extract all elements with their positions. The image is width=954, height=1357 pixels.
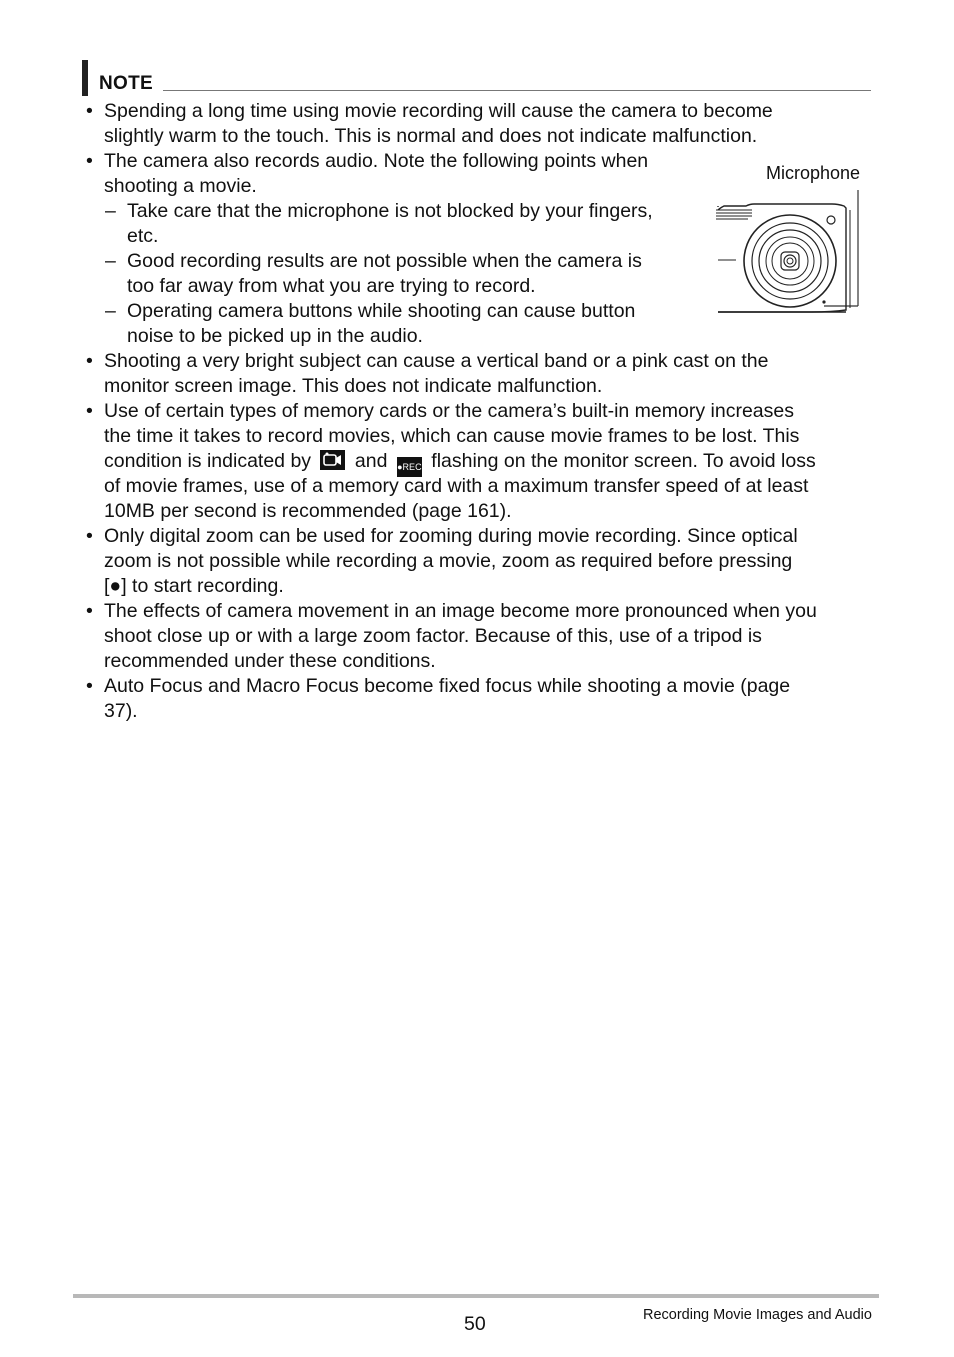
bullet-5-line-1: Only digital zoom can be used for zooming during movie recording. Since optical [104, 525, 798, 547]
bullet-7-line-2: 37). [104, 700, 138, 722]
bullet-3-line-2: monitor screen image. This does not indicate malfunction. [104, 375, 603, 397]
camera-front-illustration [712, 160, 872, 320]
bullet-5-line-2: zoom is not possible while recording a movie, zoom as required before pressing [104, 550, 793, 572]
movie-frame-warning-icon [320, 450, 345, 470]
bullet-6-line-1: The effects of camera movement in an image become more pronounced when you [104, 600, 817, 622]
bullet-5-line-3: [●] to start recording. [104, 575, 284, 597]
note-heading: NOTE [99, 73, 153, 94]
microphone-callout-label: Microphone [766, 163, 861, 183]
bullet-2-line-1: The camera also records audio. Note the following points when [104, 150, 649, 172]
note-marker-bar [82, 60, 88, 96]
bullet-marker: • [86, 100, 93, 122]
dash-marker: – [105, 300, 116, 322]
bullet-4-line-3-part-c: flashing on the monitor screen. To avoid loss [431, 450, 816, 472]
dash-2-line-1: Good recording results are not possible when the camera is [127, 250, 642, 272]
dash-1-line-1: Take care that the microphone is not blocked by your fingers, [127, 200, 653, 222]
dash-marker: – [105, 250, 116, 272]
bullet-marker: • [86, 150, 93, 172]
bullet-6-line-3: recommended under these conditions. [104, 650, 436, 672]
bullet-marker: • [86, 675, 93, 697]
dash-3-line-1: Operating camera buttons while shooting can cause button [127, 300, 636, 322]
footer-section-title: Recording Movie Images and Audio [643, 1307, 872, 1323]
bullet-6-line-2: shoot close up or with a large zoom factor. Because of this, use of a tripod is [104, 625, 762, 647]
bullet-4-line-3-part-b: and [354, 450, 388, 472]
bullet-4-line-1: Use of certain types of memory cards or the camera’s built-in memory increases [104, 400, 794, 422]
rec-icon: ●REC [397, 457, 422, 477]
dash-2-line-2: too far away from what you are trying to record. [127, 275, 536, 297]
bullet-marker: • [86, 400, 93, 422]
dash-marker: – [105, 200, 116, 222]
bullet-marker: • [86, 600, 93, 622]
bullet-3-line-1: Shooting a very bright subject can cause a vertical band or a pink cast on the [104, 350, 769, 372]
page-number: 50 [464, 1313, 486, 1335]
bullet-4-line-2: the time it takes to record movies, which can cause movie frames to be lost. This [104, 425, 800, 447]
bullet-2-line-2: shooting a movie. [104, 175, 257, 197]
bullet-marker: • [86, 350, 93, 372]
bullet-1-line-1: Spending a long time using movie recording will cause the camera to become [104, 100, 773, 122]
bullet-4-line-3 [104, 449, 816, 477]
bullet-4-line-3-part-a: condition is indicated by [104, 450, 312, 472]
note-divider [163, 90, 871, 91]
footer-divider [73, 1294, 879, 1298]
bullet-7-line-1: Auto Focus and Macro Focus become fixed focus while shooting a movie (page [104, 675, 791, 697]
dash-3-line-2: noise to be picked up in the audio. [127, 325, 423, 347]
bullet-4-line-5: 10MB per second is recommended (page 161). [104, 500, 512, 522]
bullet-marker: • [86, 525, 93, 547]
bullet-1-line-2: slightly warm to the touch. This is normal and does not indicate malfunction. [104, 125, 758, 147]
bullet-4-line-4: of movie frames, use of a memory card with a maximum transfer speed of at least [104, 475, 809, 497]
dash-1-line-2: etc. [127, 225, 159, 247]
